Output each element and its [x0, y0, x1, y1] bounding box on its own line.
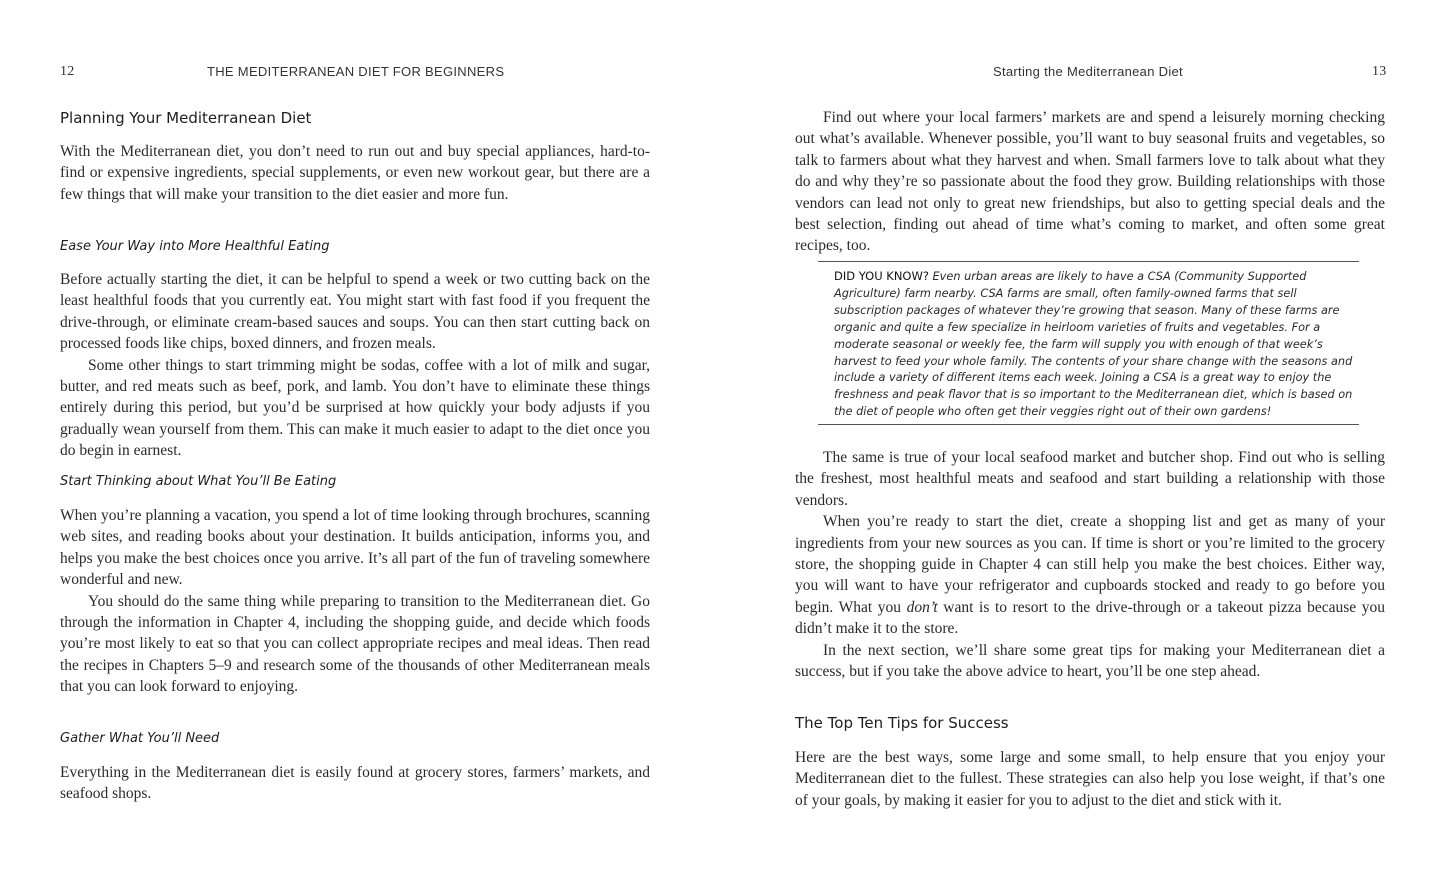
- subheading-start-thinking: Start Thinking about What You’ll Be Eating: [60, 474, 337, 489]
- sidebar-body: [834, 268, 1353, 421]
- intro-paragraph: With the Mediterranean diet, you don’t need to run out and buy special appliances, hard-to-find or expensive ingredients, special supplements, or even new workout gear, but there are a few things that will make your transition to the diet easier and more fun.: [60, 143, 650, 203]
- next-section-paragraph: In the next section, we’ll share some great tips for making your Mediterranean diet a success, but if you take the above advice to heart, you’ll be one step ahead.: [795, 641, 1385, 681]
- section-heading-planning: Planning Your Mediterranean Diet: [60, 109, 312, 127]
- ease-paragraphs: [60, 269, 650, 462]
- farmers-market-paragraph: Find out where your local farmers’ markets are and spend a leisurely morning checking out what’s available. Whenever possible, you’ll want to buy seasonal fruits and vegetables, so talk to farmers about what they harvest and when. Small farmers love to talk about what they do and why they’re so passionate about the food they grow. Building relationships with those vendors can lead not only to great new friendships, but also to getting special deals and the best selection, finding out ahead of time what’s coming to market, and often some great recipes, too.: [795, 109, 1385, 255]
- section-heading-top-ten: The Top Ten Tips for Success: [795, 714, 1009, 732]
- gather-paragraph-1: Everything in the Mediterranean diet is easily found at grocery stores, farmers’ markets, and seafood shops.: [60, 764, 650, 803]
- did-you-know-label: DID YOU KNOW?: [834, 269, 929, 283]
- left-running-head: THE MEDITERRANEAN DIET FOR BEGINNERS: [207, 64, 505, 79]
- intro-paragraph-block: [60, 141, 650, 205]
- subheading-gather: Gather What You’ll Need: [60, 731, 220, 746]
- top-ten-paragraph: Here are the best ways, some large and some small, to help ensure that you enjoy your Mediterranean diet to the fullest. These strategies can also help you lose weight, if that’s one of your goals, by making it easier for you to adjust to the diet and stick with it.: [795, 749, 1385, 809]
- farmers-market-paragraph-block: [795, 107, 1385, 257]
- subheading-ease: Ease Your Way into More Healthful Eating: [60, 239, 330, 254]
- sidebar-text: Even urban areas are likely to have a CSA (Community Supported Agriculture) farm nearby. CSA farms are small, often family-owned farms that sell subscription packages of whatever they’re growing that season. Many of these farms are organic and quite a few specialize in heirloom varieties of fruits and vegetables. For a moderate seasonal or weekly fee, the farm will supply you with enough of that week’s harvest to feed your whole family. The contents of your share change with the seasons and include a variety of different items each week. Joining a CSA is a great way to enjoy the freshness and peak flavor that is so important to the Mediterranean diet, which is based on the diet of people who often get their veggies right out of their own gardens!: [834, 270, 1353, 419]
- start-thinking-paragraph-2: You should do the same thing while preparing to transition to the Mediterranean diet. Go through the information in Chapter 4, including the shopping guide, and decide which foods you’re most likely to eat so that you can collect appropriate recipes and meal ideas. Then read the recipes in Chapters 5–9 and research some of the thousands of other Mediterranean meals that you can look forward to enjoying.: [60, 592, 650, 696]
- right-page-number: 13: [1372, 64, 1387, 79]
- right-page: [795, 0, 1385, 891]
- shopping-list-text-end: want is to resort to the drive-through or a takeout pizza because you didn’t make it to the store.: [795, 598, 1385, 638]
- right-running-head: Starting the Mediterranean Diet: [993, 64, 1183, 79]
- left-page-number: 12: [60, 64, 75, 79]
- ease-paragraph-2: Some other things to start trimming might be sodas, coffee with a lot of milk and sugar, butter, and red meats such as beef, pork, and lamb. You don’t have to eliminate these things entirely during this period, but you’d be surprised at how quickly your body adjusts if you gradually wean yourself from them. This can make it much easier to adapt to the diet once you do begin in earnest.: [60, 356, 650, 460]
- start-thinking-paragraphs: [60, 505, 650, 698]
- left-page: [60, 0, 650, 891]
- did-you-know-sidebar: [818, 261, 1359, 425]
- start-thinking-paragraph-1: When you’re planning a vacation, you spend a lot of time looking through brochures, scanning web sites, and reading books about your destination. It builds anticipation, informs you, and helps you make the best choices once you arrive. It’s all part of the fun of traveling somewhere wonderful and new.: [60, 507, 650, 589]
- ease-paragraph-1: Before actually starting the diet, it can be helpful to spend a week or two cutting back on the least healthful foods that you currently eat. You might start with fast food if you frequent the drive-through, or eliminate cream-based sauces and soups. You can then start cutting back on processed foods like chips, boxed dinners, and frozen meals.: [60, 271, 650, 353]
- seafood-paragraph: The same is true of your local seafood market and butcher shop. Find out who is selling the freshest, most healthful meats and seafood and start building a relationship with those vendors.: [795, 449, 1385, 509]
- dont-emphasis: don’t: [906, 598, 938, 616]
- shopping-list-text-start: When you’re ready to start the diet, create a shopping list and get as many of your ingredients from your new sources as you can. If time is short or you’re limited to the grocery store, the shopping guide in Chapter 4 can still help you make the best choices. Either way, you will want to have your refrigerator and cupboards stocked and ready to go before you begin. What you: [795, 513, 1385, 616]
- gather-paragraphs: [60, 762, 650, 805]
